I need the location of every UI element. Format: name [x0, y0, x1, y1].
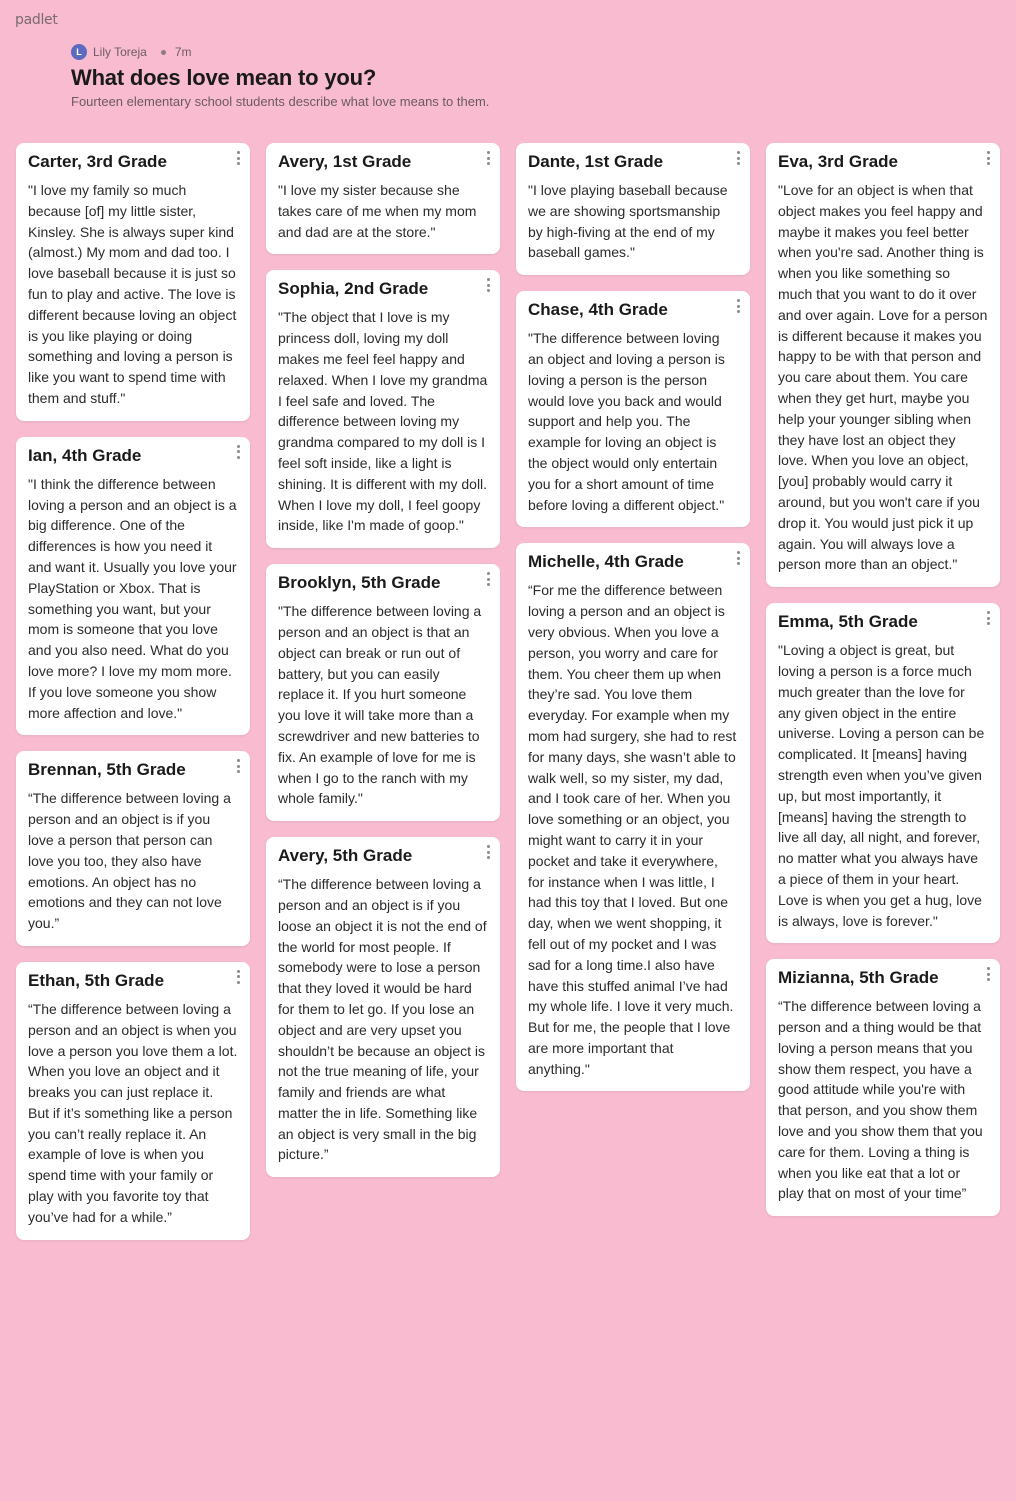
post-card[interactable]: [16, 437, 250, 736]
post-card[interactable]: [266, 143, 500, 254]
author-row: [71, 44, 489, 60]
post-card[interactable]: [266, 564, 500, 821]
column-1: [16, 143, 250, 1240]
more-options-icon[interactable]: [735, 151, 741, 165]
more-options-icon[interactable]: [985, 151, 991, 165]
column-4: [766, 143, 1000, 1240]
more-options-icon[interactable]: [235, 759, 241, 773]
separator-dot-icon: [161, 50, 166, 55]
post-card[interactable]: [16, 143, 250, 421]
post-card[interactable]: [266, 270, 500, 548]
post-body: “The difference between loving a person and an object is when you love a person you love them a lot. When you love an object and it breaks you can just replace it. But if it’s something like a person you can’t really replace it. An example of love is when you spend time with your family or play with you favorite toy that you’ve had for a while.”: [28, 1000, 238, 1225]
post-card[interactable]: [766, 603, 1000, 943]
more-options-icon[interactable]: [735, 299, 741, 313]
post-title: Ian, 4th Grade: [28, 445, 142, 465]
more-options-icon[interactable]: [485, 845, 491, 859]
post-body: "The difference between loving an object and loving a person is loving a person is the person would love you back and would support and help you. The example for loving an object is the object would only entertain you for a short amount of time before loving a different object.": [528, 330, 725, 513]
post-body: "I think the difference between loving a person and an object is a big difference. One of the differences is how you need it and want it. Usually you love your PlayStation or Xbox. That is something you want, but your mom is someone that you love and you also need. What do you love more? I love my mom more. If you love someone you show more affection and love.": [28, 475, 237, 721]
post-title: Sophia, 2nd Grade: [278, 279, 429, 299]
post-title: Brooklyn, 5th Grade: [278, 573, 441, 593]
post-body: “The difference between loving a person and a thing would be that loving a person means that you show them respect, you have a good attitude while you're with that person, and you show them love and you show them that you care for them. Loving a thing is when you like eat that a lot or play that on most of your time”: [778, 998, 983, 1202]
more-options-icon[interactable]: [485, 278, 491, 292]
author-name[interactable]: Lily Toreja: [93, 45, 147, 59]
post-title: Ethan, 5th Grade: [28, 970, 165, 990]
post-body: "The object that I love is my princess doll, loving my doll makes me feel feel happy and relaxed. When I love my grandma I feel safe and loved. The difference between loving my grandma compared to my doll is I feel soft inside, like a light is shining. It is different with my doll. When I love my doll, I feel goopy inside, like I'm made of goop.": [278, 309, 488, 534]
more-options-icon[interactable]: [235, 151, 241, 165]
post-body: “The difference between loving a person and an object is if you loose an object it is not the end of the world for most people. If somebody were to lose a person that they loved it would be hard for them to let go. If you lose an object and are very upset you shouldn’t be because an object is not the true meaning of life, your family and friends are what matter the in life. Something like an object is very small in the big picture.”: [278, 876, 487, 1163]
post-title: Brennan, 5th Grade: [28, 760, 186, 780]
timestamp: 7m: [174, 45, 192, 59]
padlet-logo[interactable]: padlet: [15, 12, 58, 28]
column-2: [266, 143, 500, 1240]
more-options-icon[interactable]: [985, 611, 991, 625]
post-title: Emma, 5th Grade: [778, 612, 918, 632]
more-options-icon[interactable]: [485, 572, 491, 586]
post-card[interactable]: [16, 751, 250, 946]
page-title: What does love mean to you?: [71, 65, 377, 90]
post-body: "I love my sister because she takes care of me when my mom and dad are at the store.": [278, 182, 477, 240]
post-title: Carter, 3rd Grade: [28, 152, 167, 171]
post-body: “For me the difference between loving a person and an object is very obvious. When you love a person, you worry and care for them. You cheer them up when they’re sad. You love them everyday. For example when my mom had surgery, she had to rest for many days, she wasn’t able to walk well, so my sister, my dad, and I took care of her. When you love something or an object, you might want to carry it in your pocket and take it everywhere, for instance when I was little, I had this toy that I loved. But one day, when we went shopping, it fell out of my pocket and I was sad for a long time.I also have have this stuffed animal I’ve had my whole life. I love it very much. But for me, the people that I love are more important that anything.": [528, 582, 737, 1077]
board-header: [71, 44, 489, 109]
post-title: Avery, 1st Grade: [278, 152, 412, 171]
column-3: [516, 143, 750, 1240]
post-body: "The difference between loving a person and an object is that an object can break or run out of battery, but you can easily replace it. If you hurt someone you love it will take more than a screwdriver and new batteries to fix. An example of love for me is when I go to the ranch with my whole family.": [278, 603, 482, 807]
post-card[interactable]: [16, 962, 250, 1240]
more-options-icon[interactable]: [235, 970, 241, 984]
post-card[interactable]: [766, 959, 1000, 1216]
post-body: "Loving a object is great, but loving a person is a force much much greater than the love for any given object in the entire universe. Loving a person can be complicated. It [means] having strength even when you’ve given up, but most importantly, it [means] having the strength to live all day, all night, and forever, no matter what you always have a piece of them in your heart. Love is when you get a hug, love is always, love is forever.": [778, 642, 985, 929]
more-options-icon[interactable]: [735, 551, 741, 565]
post-title: Avery, 5th Grade: [278, 846, 413, 866]
post-card[interactable]: [516, 543, 750, 1091]
post-body: “The difference between loving a person and an object is if you love a person that person can love you too, they also have emotions. An object has no emotions and they can not love you.”: [28, 790, 231, 932]
page-subtitle: Fourteen elementary school students describe what love means to them.: [71, 94, 490, 109]
more-options-icon[interactable]: [235, 445, 241, 459]
post-board: [16, 143, 1000, 1240]
post-body: "I love my family so much because [of] my little sister, Kinsley. She is always super kind (almost.) My mom and dad too. I love baseball because it is just so fun to play and active. The love is different because loving an object is you like playing or doing something and loving a person is like you want to spend time with them and stuff.": [28, 182, 237, 406]
post-title: Chase, 4th Grade: [528, 300, 668, 320]
post-title: Eva, 3rd Grade: [778, 152, 899, 171]
post-body: "Love for an object is when that object makes you feel happy and maybe it makes you feel better when you're sad. Another thing is when you like something so much that you want to do it over and over again. Love for a person is different because it makes you happy to be with that person and you care about them. You care when they get hurt, maybe you help your younger sibling when they have lost an object they love. When you love an object, [you] probably would carry it around, but you won't care if you drop it. You would just pick it up again. You will always love a person more than an object.": [778, 182, 988, 573]
post-card[interactable]: [516, 143, 750, 275]
post-card[interactable]: [516, 291, 750, 527]
avatar[interactable]: L: [71, 44, 87, 60]
post-title: Michelle, 4th Grade: [528, 552, 684, 572]
post-card[interactable]: [766, 143, 1000, 587]
more-options-icon[interactable]: [485, 151, 491, 165]
post-body: "I love playing baseball because we are showing sportsmanship by high-fiving at the end of my baseball games.": [528, 182, 728, 261]
post-title: Dante, 1st Grade: [528, 152, 664, 171]
post-card[interactable]: [266, 837, 500, 1177]
post-title: Mizianna, 5th Grade: [778, 968, 939, 988]
more-options-icon[interactable]: [985, 967, 991, 981]
